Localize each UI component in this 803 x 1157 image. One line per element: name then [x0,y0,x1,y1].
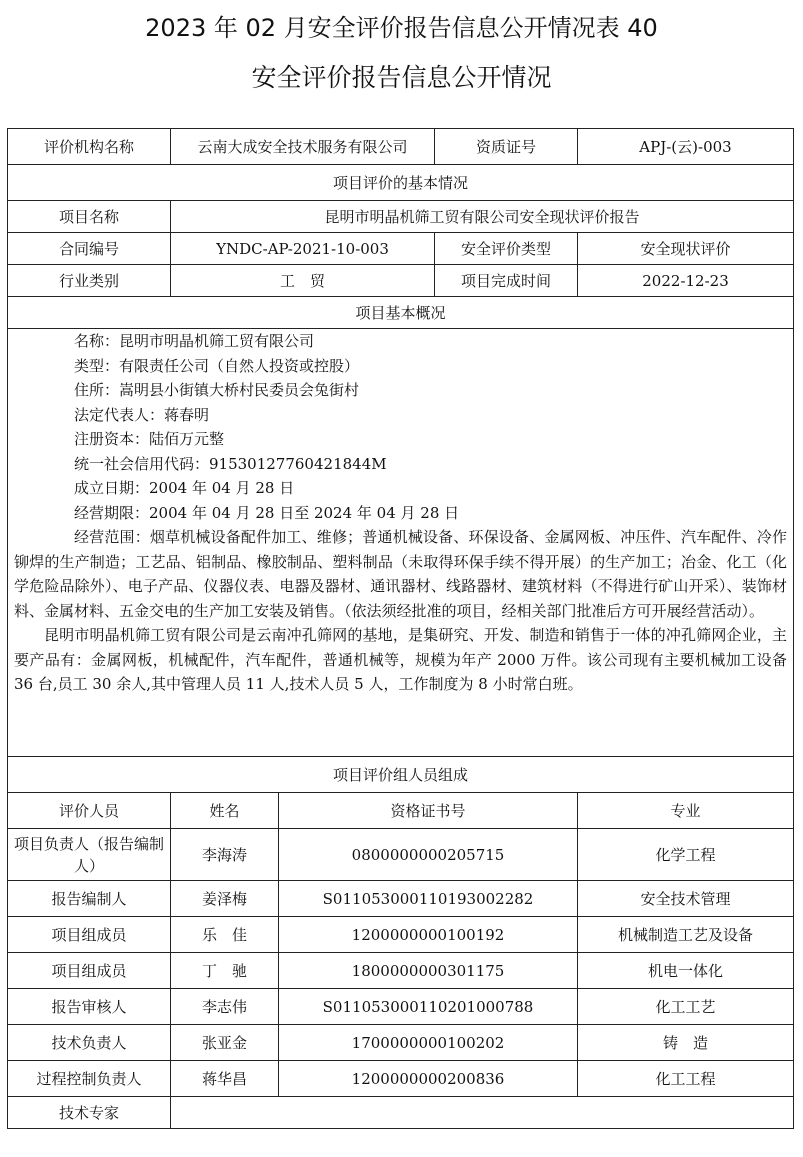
company-intro: 昆明市明晶机筛工贸有限公司是云南冲孔筛网的基地，是集研究、开发、制造和销售于一体的冲孔筛网企业，主要产品有：金属网板，机械配件，汽车配件，普通机械等，规模为年产 2000 万件。该公司现有主要机械加工设备 36 台,员工 30 余人,其中管理人员 11 人,技术人员 5 人，工作制度为 8 小时常白班。 [14,626,788,693]
overview-line: 注册资本：陆佰万元整 [74,430,225,448]
disclosure-table [7,128,794,1129]
member-role: 项目组成员 [8,917,171,953]
industry-value: 工 贸 [171,265,435,297]
project-name-value: 昆明市明晶机筛工贸有限公司安全现状评价报告 [171,201,794,233]
member-cert: 1700000000100202 [279,1025,578,1061]
member-cert: S011053000110193002282 [279,881,578,917]
member-name: 蒋华昌 [171,1061,279,1097]
member-cert: 1200000000200836 [279,1061,578,1097]
cert-value: APJ-(云)-003 [578,129,794,165]
member-name: 乐 佳 [171,917,279,953]
table-row [8,829,794,881]
member-role: 过程控制负责人 [8,1061,171,1097]
overview-line: 类型：有限责任公司（自然人投资或控股） [74,356,360,375]
project-name-row [8,201,794,233]
project-name-label: 项目名称 [8,201,171,233]
member-role: 报告编制人 [8,881,171,917]
col-name: 姓名 [171,793,279,829]
member-name: 李海涛 [171,829,279,881]
member-name: 姜泽梅 [171,881,279,917]
basic-header: 项目评价的基本情况 [8,165,794,201]
eval-type-value: 安全现状评价 [578,233,794,265]
member-major: 机电一体化 [578,953,794,989]
cert-label: 资质证号 [435,129,578,165]
contract-row [8,233,794,265]
overview-row [8,329,794,757]
overview-header-row [8,297,794,329]
col-major: 专业 [578,793,794,829]
basic-header-row [8,165,794,201]
org-row [8,129,794,165]
col-cert: 资格证书号 [279,793,578,829]
expert-label: 技术专家 [8,1097,171,1129]
contract-label: 合同编号 [8,233,171,265]
col-role: 评价人员 [8,793,171,829]
team-header: 项目评价组人员组成 [8,757,794,793]
table-row [8,1025,794,1061]
member-major: 化工工艺 [578,989,794,1025]
member-cert: 1800000000301175 [279,953,578,989]
eval-type-label: 安全评价类型 [435,233,578,265]
overview-content [8,329,794,757]
overview-line: 住所：嵩明县小街镇大桥村民委员会兔街村 [74,381,360,399]
expert-value [171,1097,794,1129]
member-name: 李志伟 [171,989,279,1025]
done-label: 项目完成时间 [435,265,578,297]
member-name: 丁 驰 [171,953,279,989]
overview-line: 统一社会信用代码：91530127760421844M [74,454,387,473]
member-cert: 1200000000100192 [279,917,578,953]
overview-header: 项目基本概况 [8,297,794,329]
table-row [8,881,794,917]
overview-line: 经营期限：2004 年 04 月 28 日至 2024 年 04 月 28 日 [74,503,460,522]
member-role: 项目组成员 [8,953,171,989]
industry-row [8,265,794,297]
member-major: 化学工程 [578,829,794,881]
table-row [8,953,794,989]
member-role: 报告审核人 [8,989,171,1025]
org-value: 云南大成安全技术服务有限公司 [171,129,435,165]
overview-line: 成立日期：2004 年 04 月 28 日 [74,479,295,497]
member-major: 安全技术管理 [578,881,794,917]
member-major: 机械制造工艺及设备 [578,917,794,953]
overview-line: 名称：昆明市明晶机筛工贸有限公司 [74,332,315,350]
team-header-row [8,757,794,793]
member-major: 化工工程 [578,1061,794,1097]
overview-line: 法定代表人：蒋春明 [74,405,210,424]
team-columns-row [8,793,794,829]
contract-value: YNDC-AP-2021-10-003 [171,233,435,265]
table-row [8,989,794,1025]
member-major: 铸 造 [578,1025,794,1061]
done-value: 2022-12-23 [578,265,794,297]
member-role: 项目负责人（报告编制人） [8,829,171,881]
member-cert: 0800000000205715 [279,829,578,881]
document-title: 2023 年 02 月安全评价报告信息公开情况表 40 [145,14,658,42]
member-cert: S011053000110201000788 [279,989,578,1025]
expert-row [8,1097,794,1129]
document-subtitle: 安全评价报告信息公开情况 [251,63,552,92]
org-label: 评价机构名称 [8,129,171,165]
table-row [8,1061,794,1097]
industry-label: 行业类别 [8,265,171,297]
member-role: 技术负责人 [8,1025,171,1061]
table-row [8,917,794,953]
member-name: 张亚金 [171,1025,279,1061]
business-scope: 经营范围：烟草机械设备配件加工、维修；普通机械设备、环保设备、金属网板、冲压件、汽车配件、冷作铆焊的生产制造；工艺品、铝制品、橡胶制品、塑料制品（未取得环保手续不得开展）的生产加工；冶金、化工（化学危险品除外）、电子产品、仪器仪表、电器及器材、通讯器材、线路器材、建筑材料（不得进行矿山开采）、装饰材料、金属材料、五金交电的生产加工安装及销售。（依法须经批准的项目，经相关部门批准后方可开展经营活动）。 [14,528,788,620]
